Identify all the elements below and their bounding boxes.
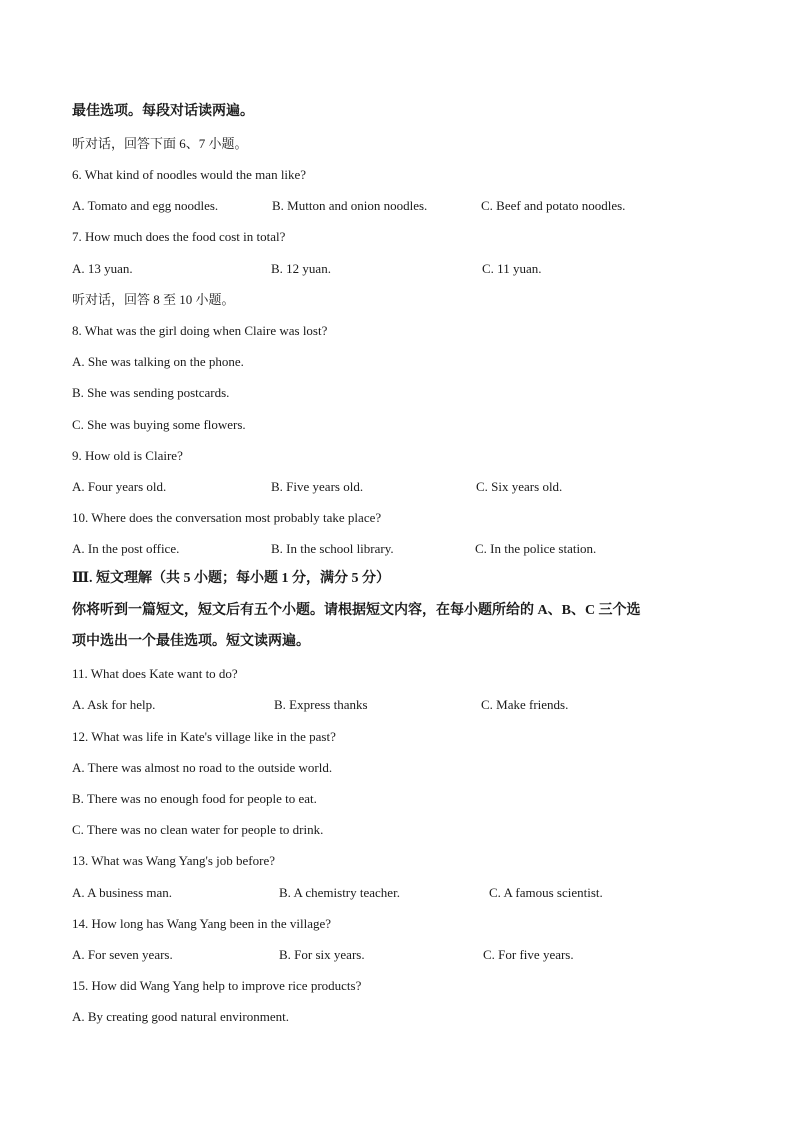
q10-option-a: A. In the post office. [72, 541, 180, 556]
q6-option-c: C. Beef and potato noodles. [481, 198, 626, 213]
instruction-end: 最佳选项。每段对话读两遍。 [72, 104, 254, 119]
q12-option-b: B. There was no enough food for people to eat. [72, 791, 317, 806]
q11-option-b: B. Express thanks [274, 697, 368, 712]
question-13: 13. What was Wang Yang's job before? [72, 853, 276, 868]
q11-option-a: A. Ask for help. [72, 697, 156, 712]
question-11: 11. What does Kate want to do? [72, 666, 238, 681]
q13-option-c: C. A famous scientist. [489, 885, 603, 900]
q13-option-b: B. A chemistry teacher. [279, 885, 400, 900]
q10-option-c: C. In the police station. [475, 541, 597, 556]
question-10: 10. Where does the conversation most probably take place? [72, 510, 382, 525]
dialogue-intro-8-10: 听对话，回答 8 至 10 小题。 [72, 292, 235, 307]
question-14: 14. How long has Wang Yang been in the village? [72, 916, 332, 931]
q9-option-a: A. Four years old. [72, 479, 167, 494]
q8-option-b: B. She was sending postcards. [72, 385, 230, 400]
q14-option-a: A. For seven years. [72, 947, 173, 962]
q9-option-b: B. Five years old. [271, 479, 364, 494]
q7-option-b: B. 12 yuan. [271, 261, 331, 276]
q12-option-a: A. There was almost no road to the outside world. [72, 760, 333, 775]
q10-option-b: B. In the school library. [271, 541, 394, 556]
q6-option-a: A. Tomato and egg noodles. [72, 198, 219, 213]
question-15: 15. How did Wang Yang help to improve rice products? [72, 978, 362, 993]
question-12: 12. What was life in Kate's village like in the past? [72, 729, 336, 744]
section-3-heading: Ⅲ. 短文理解（共 5 小题；每小题 1 分，满分 5 分） [72, 571, 391, 586]
q14-option-b: B. For six years. [279, 947, 365, 962]
dialogue-intro-6-7: 听对话，回答下面 6、7 小题。 [72, 136, 248, 151]
question-8: 8. What was the girl doing when Claire was lost? [72, 323, 328, 338]
q8-option-c: C. She was buying some flowers. [72, 417, 246, 432]
q6-option-b: B. Mutton and onion noodles. [272, 198, 428, 213]
q13-option-a: A. A business man. [72, 885, 173, 900]
q14-option-c: C. For five years. [483, 947, 574, 962]
question-9: 9. How old is Claire? [72, 448, 183, 463]
q7-option-c: C. 11 yuan. [482, 261, 542, 276]
section-3-instruction-line-1: 你将听到一篇短文，短文后有五个小题。请根据短文内容，在每小题所给的 A、B、C 三个选 [72, 603, 641, 618]
q8-option-a: A. She was talking on the phone. [72, 354, 244, 369]
q7-option-a: A. 13 yuan. [72, 261, 133, 276]
q15-option-a: A. By creating good natural environment. [72, 1009, 289, 1024]
q11-option-c: C. Make friends. [481, 697, 569, 712]
q9-option-c: C. Six years old. [476, 479, 563, 494]
question-7: 7. How much does the food cost in total? [72, 229, 286, 244]
q12-option-c: C. There was no clean water for people to drink. [72, 822, 324, 837]
section-3-instruction-line-2: 项中选出一个最佳选项。短文读两遍。 [72, 634, 310, 649]
question-6: 6. What kind of noodles would the man like? [72, 167, 307, 182]
